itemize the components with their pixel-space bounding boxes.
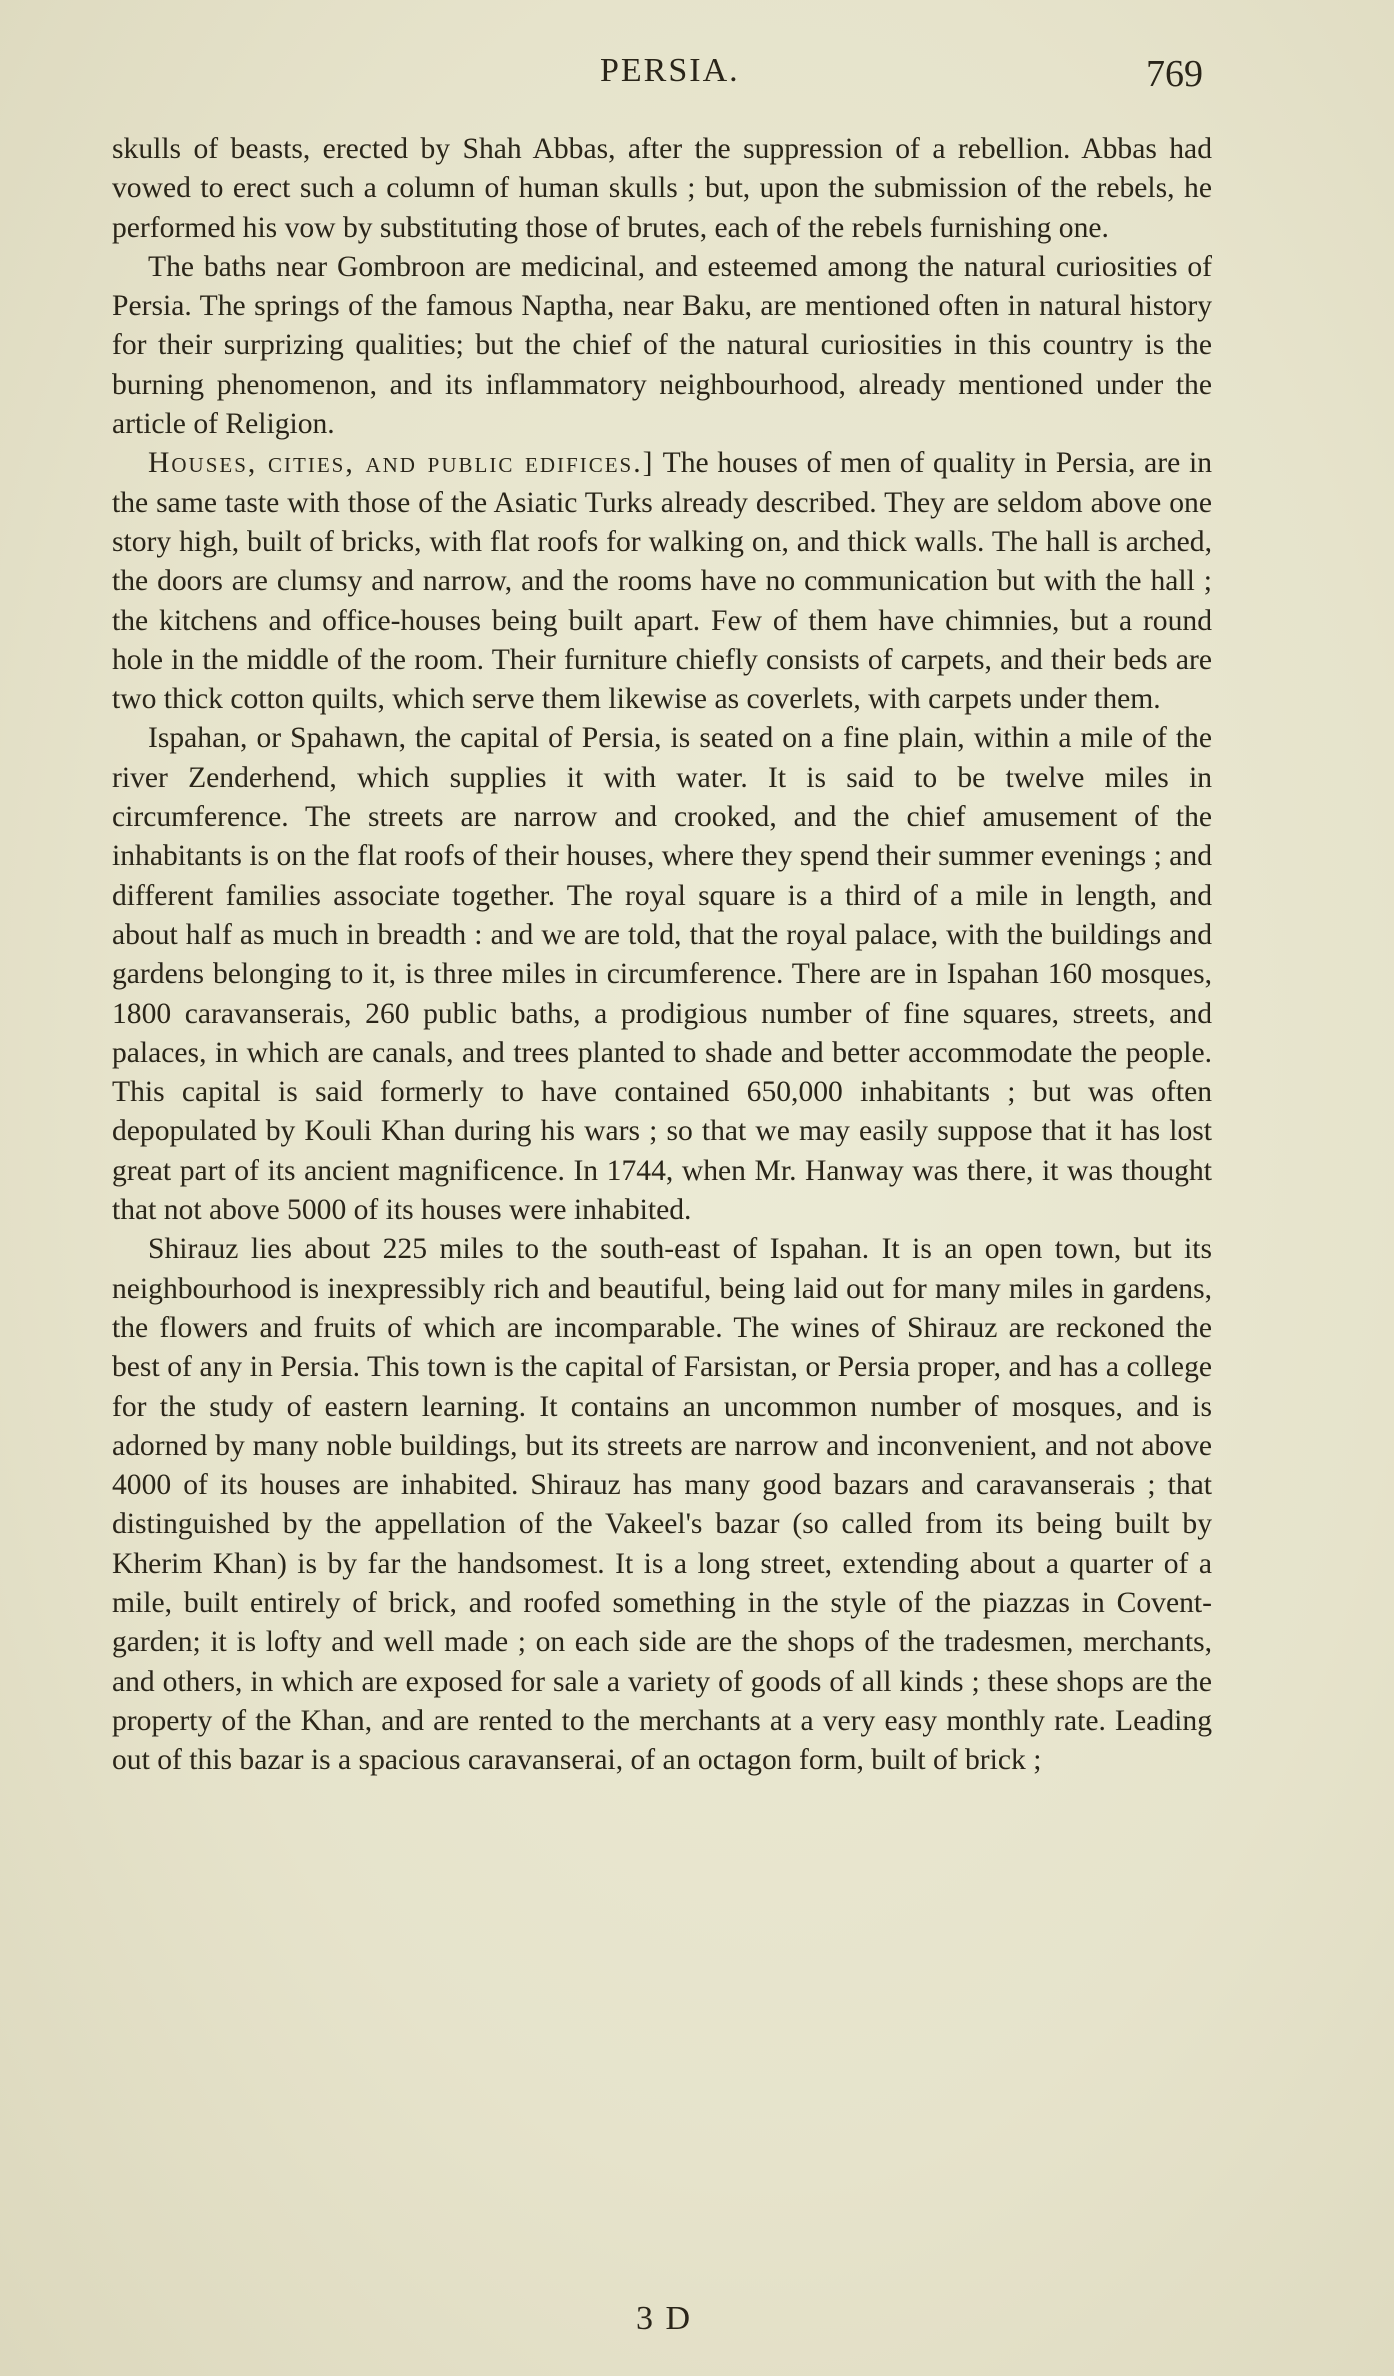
paragraph <box>112 248 1212 444</box>
body-text <box>112 130 1212 1780</box>
paragraph-text: Shirauz lies about 225 miles to the south-east of Ispahan. It is an open town, but its neighbourhood is inexpressibly rich and beautiful, being laid out for many miles in gardens, the flowers and fruits of which are incomparable. The wines of Shirauz are reckoned the best of any in Persia. This town is the capital of Farsistan, or Persia proper, and has a college for the study of eastern learning. It contains an uncommon number of mosques, and is adorned by many noble buildings, but its streets are narrow and inconvenient, and not above 4000 of its houses are inhabited. Shirauz has many good bazars and caravanserais ; that distinguished by the appellation of the Vakeel's bazar (so called from its being built by Kherim Khan) is by far the handsomest. It is a long street, extending about a quarter of a mile, built entirely of brick, and roofed something in the style of the piazzas in Covent-garden; it is lofty and well made ; on each side are the shops of the tradesmen, merchants, and others, in which are exposed for sale a variety of goods of all kinds ; these shops are the property of the Khan, and are rented to the merchants at a very easy monthly rate. Leading out of this bazar is a spacious caravanserai, of an octagon form, built of brick ; <box>112 1233 1212 1777</box>
section-heading: Houses, cities, and public edifices.] <box>148 447 655 480</box>
running-head: PERSIA. <box>600 52 740 89</box>
paragraph-text: The baths near Gombroon are medicinal, and esteemed among the natural curiosities of Persia. The springs of the famous Naptha, near Baku, are mentioned often in natural history for their surprizing qualities; but the chief of the natural curiosities in this country is the burning phenomenon, and its inflammatory neighbourhood, already mentioned under the article of Religion. <box>112 250 1212 441</box>
paragraph <box>112 444 1212 719</box>
signature-mark: 3 D <box>636 2300 693 2337</box>
paragraph-text: The houses of men of quality in Persia, are in the same taste with those of the Asiatic Turks already described. They are seldom above one story high, built of bricks, with flat roofs for walking on, and thick walls. The hall is arched, the doors are clumsy and narrow, and the rooms have no communication but with the hall ; the kitchens and office-houses being built apart. Few of them have chimnies, but a round hole in the middle of the room. Their furniture chiefly consists of carpets, and their beds are two thick cotton quilts, which serve them likewise as coverlets, with carpets under them. <box>112 447 1212 716</box>
page-number: 769 <box>1146 53 1203 95</box>
paragraph-text: Ispahan, or Spahawn, the capital of Persia, is seated on a fine plain, within a mile of the river Zenderhend, which supplies it with water. It is said to be twelve miles in circumference. The streets are narrow and crooked, and the chief amusement of the inhabitants is on the flat roofs of their houses, where they spend their summer evenings ; and different families associate together. The royal square is a third of a mile in length, and about half as much in breadth : and we are told, that the royal palace, with the buildings and gardens belonging to it, is three miles in circumference. There are in Ispahan 160 mosques, 1800 caravanserais, 260 public baths, a prodigious number of fine squares, streets, and palaces, in which are canals, and trees planted to shade and better accommodate the people. This capital is said formerly to have contained 650,000 inhabitants ; but was often depopulated by Kouli Khan during his wars ; so that we may easily suppose that it has lost great part of its ancient magnificence. In 1744, when Mr. Hanway was there, it was thought that not above 5000 of its houses were inhabited. <box>112 722 1212 1227</box>
paragraph <box>112 1230 1212 1780</box>
page-header <box>0 52 1394 102</box>
paragraph <box>112 130 1212 248</box>
paragraph <box>112 719 1212 1230</box>
paragraph-text: skulls of beasts, erected by Shah Abbas, after the suppression of a rebellion. Abbas had vowed to erect such a column of human skulls ; but, upon the submission of the rebels, he performed his vow by substituting those of brutes, each of the rebels furnishing one. <box>112 133 1212 244</box>
